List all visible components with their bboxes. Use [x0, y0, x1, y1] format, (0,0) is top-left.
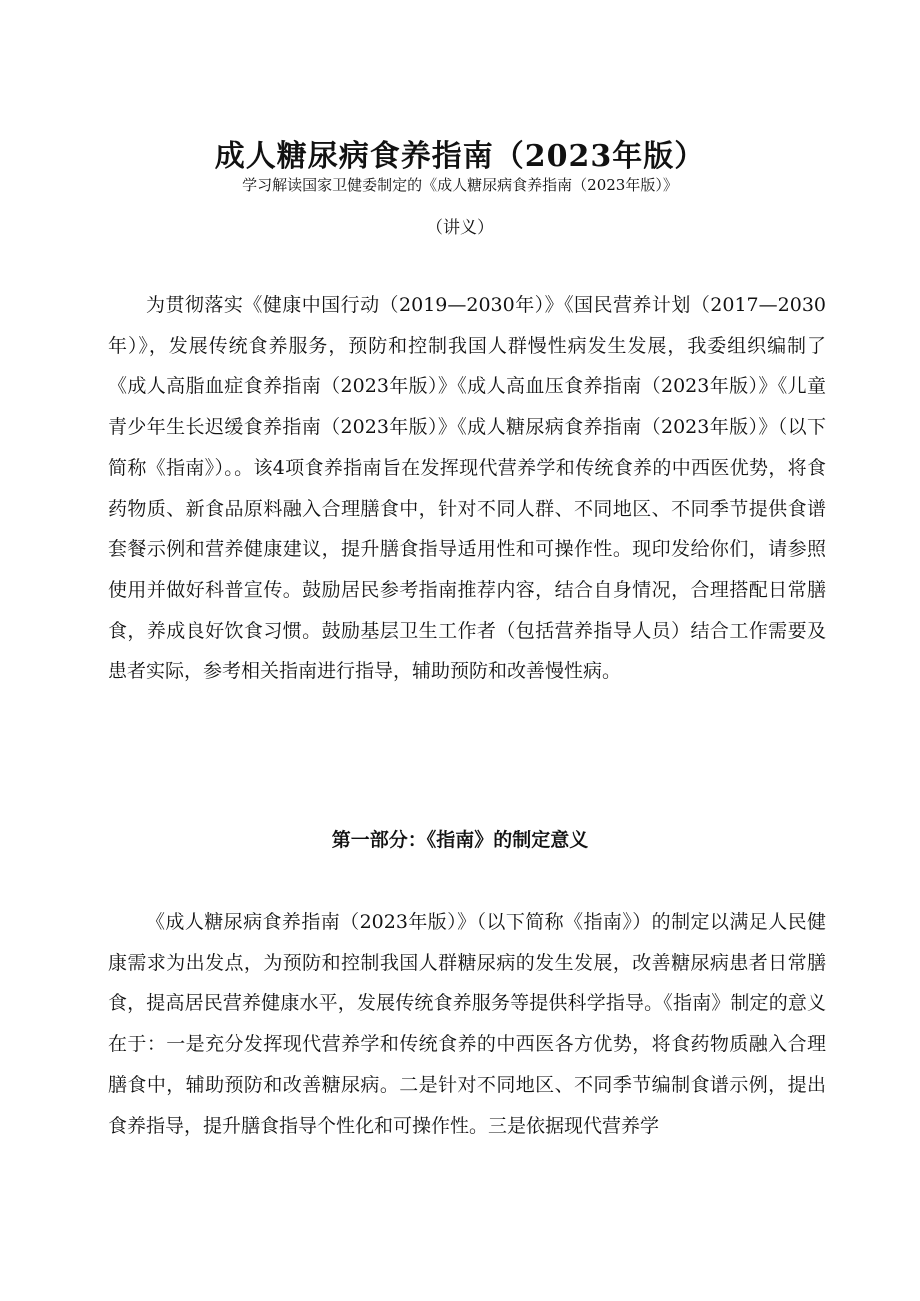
document-title: 成人糖尿病食养指南（2023年版）	[214, 139, 706, 175]
handout-note: （讲义）	[426, 218, 494, 238]
section-paragraph: 《成人糖尿病食养指南（2023年版）》（以下简称《指南》）的制定以满足人民健康需求为出发点，为预防和控制我国人群糖尿病的发生发展，改善糖尿病患者日常膳食，提高居民营养健康水平，发展传统食养服务等提供科学指导。《指南》制定的意义在于：一是充分发挥现代营养学和传统食养的中西医各方优势，将食药物质融入合理膳食中，辅助预防和改善糖尿病。二是针对不同地区、不同季节编制食谱示例，提出食养指导，提升膳食指导个性化和可操作性。三是依据现代营养学	[108, 911, 826, 1137]
section-heading: 第一部分：《指南》的制定意义	[331, 828, 589, 851]
document-subtitle: 学习解读国家卫健委制定的《成人糖尿病食养指南（2023年版）》	[242, 176, 678, 194]
intro-paragraph: 为贯彻落实《健康中国行动（2019—2030年）》《国民营养计划（2017—2030年）》，发展传统食养服务，预防和控制我国人群慢性病发生发展，我委组织编制了《成人高脂血症食养指南（2023年版）》《成人高血压食养指南（2023年版）》《儿童青少年生长迟缓食养指南（2023年版）》《成人糖尿病食养指南（2023年版）》（以下简称《指南》）。。该4项食养指南旨在发挥现代营养学和传统食养的中西医优势，将食药物质、新食品原料融入合理膳食中，针对不同人群、不同地区、不同季节提供食谱套餐示例和营养健康建议，提升膳食指导适用性和可操作性。现印发给你们，请参照使用并做好科普宣传。鼓励居民参考指南推荐内容，结合自身情况，合理搭配日常膳食，养成良好饮食习惯。鼓励基层卫生工作者（包括营养指导人员）结合工作需要及患者实际，参考相关指南进行指导，辅助预防和改善慢性病。	[108, 294, 826, 683]
